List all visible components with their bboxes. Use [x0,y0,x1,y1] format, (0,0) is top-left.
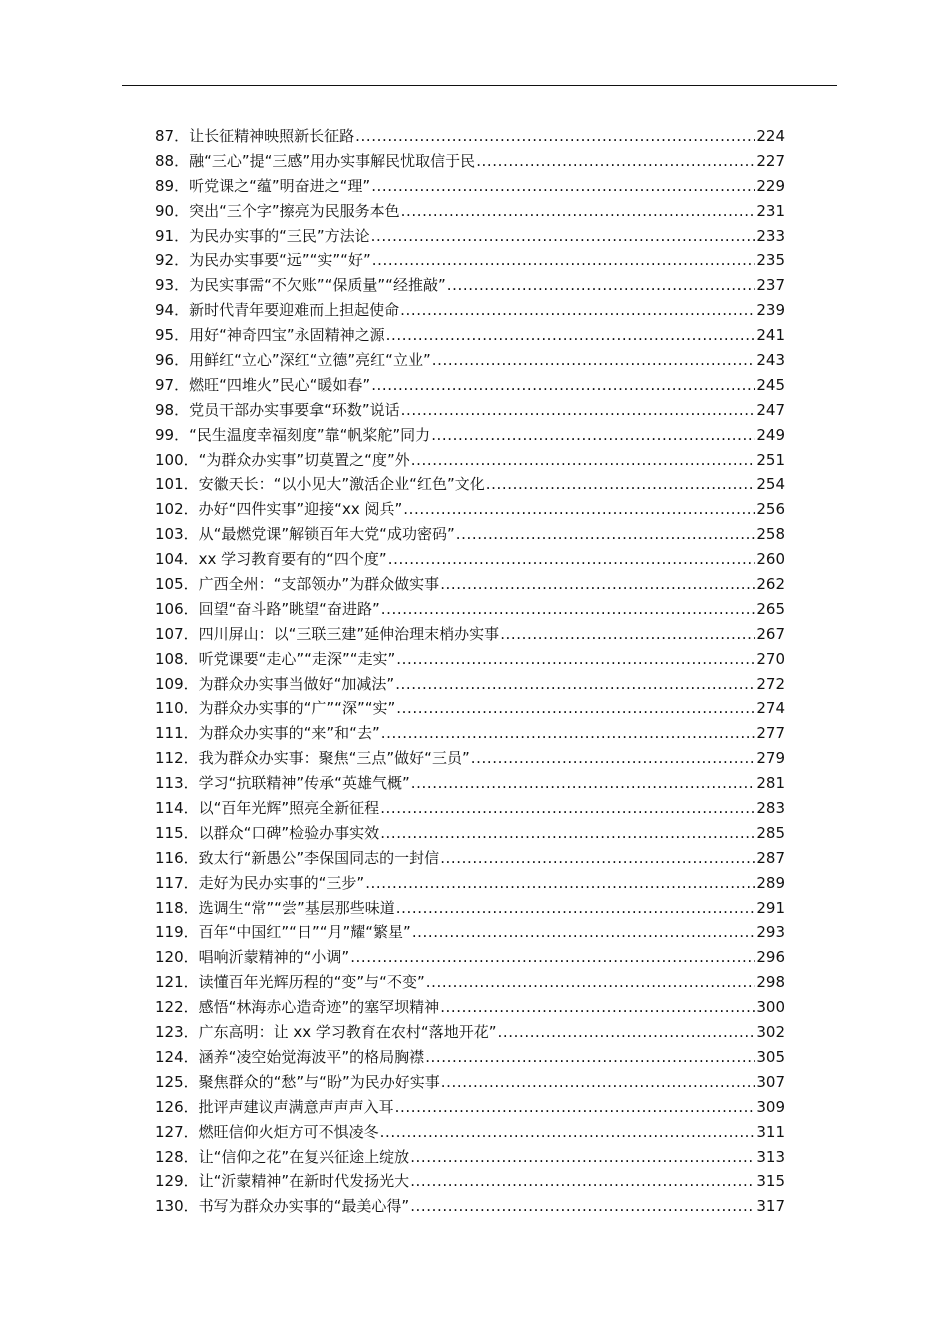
dot-leader [380,1120,756,1145]
toc-entry[interactable] [155,896,785,921]
toc-entry[interactable] [155,1045,785,1070]
toc-entry-number: 88． [155,151,190,170]
toc-entry-page-number: 254 [756,475,785,494]
toc-entry-page-number: 224 [756,126,785,145]
toc-entry-page-number: 258 [756,525,785,544]
toc-entry-page-number: 305 [756,1047,785,1066]
toc-entry-number: 108． [155,649,199,668]
toc-entry-title: 用鲜红“立心”深红“立德”亮红“立业” [189,351,431,369]
toc-entry-page-number: 233 [756,226,785,245]
toc-entry-number: 111． [155,724,199,743]
toc-entry-title: 突出“三个字”擦亮为民服务本色 [189,201,400,220]
dot-leader [440,846,755,871]
dot-leader [396,647,755,672]
toc-entry-number: 114． [155,799,199,818]
toc-entry[interactable] [155,696,785,721]
toc-entry-number: 87． [155,126,190,145]
toc-entry-page-number: 243 [756,351,785,369]
toc-entry-page-number: 317 [756,1197,785,1216]
toc-entry-title: 听党课之“蕴”明奋进之“理” [189,176,371,195]
toc-entry-number: 99． [155,425,190,444]
toc-entry-number: 129． [155,1172,199,1191]
toc-entry[interactable] [155,547,785,572]
toc-entry-number: 109． [155,674,199,693]
toc-entry-title: 为群众办实事的“来”和“去” [198,724,380,743]
toc-entry-page-number: 251 [756,450,785,469]
toc-entry-title: 学习“抗联精神”传承“英雄气概” [198,774,410,793]
toc-entry[interactable] [155,248,785,273]
toc-entry[interactable] [155,522,785,547]
toc-entry-title: 新时代青年要迎难而上担起使命 [189,301,400,320]
toc-entry[interactable] [155,647,785,672]
toc-entry-title: 聚焦群众的“愁”与“盼”为民办好实事 [198,1072,440,1091]
dot-leader [381,597,756,622]
toc-entry-number: 103． [155,525,199,544]
toc-entry-number: 94． [155,301,190,320]
toc-entry-number: 89． [155,176,190,195]
toc-entry-title: 办好“四件实事”迎接“xx 阅兵” [198,500,403,519]
dot-leader [440,995,755,1020]
toc-entry[interactable] [155,970,785,995]
dot-leader [401,199,756,224]
toc-entry-title: 以“百年光辉”照亮全新征程 [198,799,380,818]
dot-leader [380,796,755,821]
toc-entry-title: 以群众“口碑”检验办事实效 [198,823,380,842]
dot-leader [396,696,755,721]
toc-entry[interactable] [155,771,785,796]
toc-entry-title: 让“沂蒙精神”在新时代发扬光大 [198,1172,410,1191]
dot-leader [476,149,755,174]
toc-entry[interactable] [155,945,785,970]
toc-entry-page-number: 307 [756,1072,785,1091]
dot-leader [371,174,755,199]
toc-entry[interactable] [155,796,785,821]
toc-entry-title: 听党课要“走心”“走深”“走实” [198,649,396,668]
toc-entry-title: 唱响沂蒙精神的“小调” [198,948,350,967]
toc-entry-title: 批评声建议声满意声声声入耳 [198,1097,394,1116]
toc-entry[interactable] [155,721,785,746]
dot-leader [380,821,755,846]
toc-entry-number: 125． [155,1072,199,1091]
toc-entry-number: 130． [155,1197,199,1216]
toc-entry-number: 96． [155,351,190,369]
toc-entry-number: 91． [155,226,190,245]
toc-entry-title: “为群众办实事”切莫置之“度”外 [198,450,410,469]
dot-leader [500,622,755,647]
toc-entry-page-number: 245 [756,375,785,394]
toc-entry[interactable] [155,149,785,174]
toc-entry-page-number: 293 [756,923,785,942]
toc-entry-number: 119． [155,923,199,942]
toc-entry[interactable] [155,672,785,697]
dot-leader [355,124,755,149]
toc-entry-title: 书写为群众办实事的“最美心得” [198,1197,410,1216]
toc-entry-title: 为民办实事的“三民”方法论 [189,226,370,245]
toc-entry-title: 四川屏山：以“三联三建”延伸治理末梢办实事 [198,624,500,643]
toc-entry[interactable] [155,224,785,249]
toc-entry-page-number: 289 [756,873,785,892]
toc-entry-number: 102． [155,500,199,519]
dot-leader [432,348,756,373]
toc-entry-page-number: 241 [756,326,785,345]
toc-entry-page-number: 277 [756,724,785,743]
dot-leader [411,771,756,796]
toc-entry[interactable] [155,273,785,298]
toc-entry[interactable] [155,174,785,199]
toc-entry-page-number: 256 [756,500,785,519]
toc-entry-number: 104． [155,550,199,569]
toc-entry-number: 122． [155,998,199,1017]
toc-entry-title: 从“最燃党课”解锁百年大党“成功密码” [198,525,455,544]
toc-entry-number: 121． [155,973,199,992]
dot-leader [401,398,756,423]
toc-entry[interactable] [155,1145,785,1170]
dot-leader [411,448,756,473]
toc-entry-page-number: 315 [756,1172,785,1191]
dot-leader [371,373,755,398]
toc-entry-title: 涵养“凌空始觉海波平”的格局胸襟 [198,1047,425,1066]
toc-entry-title: 融“三心”提“三感”用办实事解民忧取信于民 [189,151,476,170]
toc-entry-page-number: 281 [756,774,785,793]
dot-leader [497,1020,755,1045]
dot-leader [456,522,756,547]
toc-entry[interactable] [155,398,785,423]
dot-leader [440,572,755,597]
toc-entry-number: 90． [155,201,190,220]
dot-leader [388,547,756,572]
toc-entry[interactable] [155,323,785,348]
toc-entry-number: 100． [155,450,199,469]
toc-entry-page-number: 298 [756,973,785,992]
toc-entry[interactable] [155,423,785,448]
toc-entry-number: 112． [155,749,199,768]
toc-entry-title: 燃旺“四堆火”民心“暖如春” [189,375,371,394]
toc-entry-title: 燃旺信仰火炬方可不惧凌冬 [198,1122,379,1141]
toc-entry-title: 为民办实事要“远”“实”“好” [189,251,371,270]
dot-leader [400,298,755,323]
dot-leader [410,1145,755,1170]
toc-entry-number: 98． [155,400,190,419]
toc-entry-number: 110． [155,699,199,718]
dot-leader [403,497,755,522]
toc-entry-page-number: 279 [756,749,785,768]
toc-entry-page-number: 274 [756,699,785,718]
dot-leader [396,896,756,921]
toc-entry-number: 124． [155,1047,199,1066]
toc-entry-number: 118． [155,898,199,917]
dot-leader [386,323,756,348]
toc-entry[interactable] [155,821,785,846]
toc-entry-page-number: 296 [756,948,785,967]
toc-entry[interactable] [155,995,785,1020]
toc-entry-title: 读懂百年光辉历程的“变”与“不变” [198,973,425,992]
toc-entry-number: 107． [155,624,199,643]
toc-entry-page-number: 287 [756,848,785,867]
toc-entry-page-number: 231 [756,201,785,220]
toc-entry-page-number: 267 [756,624,785,643]
dot-leader [471,746,756,771]
toc-entry-number: 117． [155,873,199,892]
dot-leader [372,248,756,273]
toc-entry-page-number: 272 [756,674,785,693]
toc-entry-page-number: 300 [756,998,785,1017]
toc-entry-number: 92． [155,251,190,270]
dot-leader [425,1045,755,1070]
dot-leader [447,273,756,298]
toc-entry-number: 105． [155,575,199,594]
toc-entry[interactable] [155,597,785,622]
toc-entry-number: 93． [155,276,190,295]
toc-entry[interactable] [155,746,785,771]
toc-entry[interactable] [155,846,785,871]
dot-leader [410,1169,755,1194]
toc-entry-page-number: 239 [756,301,785,320]
toc-entry-page-number: 270 [756,649,785,668]
toc-entry-number: 123． [155,1023,199,1042]
toc-entry[interactable] [155,472,785,497]
toc-entry-title: 百年“中国红”“日”“月”耀“繁星” [198,923,411,942]
toc-entry[interactable] [155,1120,785,1145]
dot-leader [431,423,755,448]
toc-entry-title: 走好为民办实事的“三步” [198,873,365,892]
toc-entry[interactable] [155,298,785,323]
toc-entry-page-number: 302 [756,1023,785,1042]
toc-entry-number: 115． [155,823,199,842]
toc-entry-title: 选调生“常”“尝”基层那些味道 [198,898,395,917]
toc-entry-number: 101． [155,475,199,494]
toc-entry-page-number: 265 [756,599,785,618]
toc-entry[interactable] [155,1095,785,1120]
toc-entry-title: 用好“神奇四宝”永固精神之源 [189,326,385,345]
dot-leader [441,1070,756,1095]
toc-entry-number: 113． [155,774,199,793]
toc-entry-page-number: 249 [756,425,785,444]
toc-entry-page-number: 313 [756,1147,785,1166]
toc-entry-number: 97． [155,375,190,394]
toc-entry[interactable] [155,622,785,647]
toc-entry[interactable] [155,348,785,373]
dot-leader [350,945,755,970]
toc-entry-number: 128． [155,1147,199,1166]
toc-entry-title: 回望“奋斗路”眺望“奋进路” [198,599,380,618]
toc-entry-page-number: 262 [756,575,785,594]
toc-entry-number: 95． [155,326,190,345]
toc-entry[interactable] [155,497,785,522]
toc-entry[interactable] [155,1169,785,1194]
toc-entry-title: “民生温度幸福刻度”靠“帆桨舵”同力 [189,425,431,444]
toc-entry-page-number: 260 [756,550,785,569]
header-rule [122,85,837,86]
toc-entry[interactable] [155,124,785,149]
toc-entry-title: 我为群众办实事：聚焦“三点”做好“三员” [198,749,470,768]
toc-entry-title: 感悟“林海赤心造奇迹”的塞罕坝精神 [198,998,440,1017]
toc-entry-page-number: 237 [756,276,785,295]
toc-entry-title: 安徽天长：“以小见大”激活企业“红色”文化 [198,475,485,494]
toc-entry-title: 让长征精神映照新长征路 [189,126,355,145]
toc-entry[interactable] [155,921,785,946]
dot-leader [365,871,755,896]
toc-entry-number: 106． [155,599,199,618]
toc-entry-title: 致太行“新愚公”李保国同志的一封信 [198,848,440,867]
toc-entry-title: 广西全州：“支部领办”为群众做实事 [198,575,440,594]
dot-leader [395,1095,756,1120]
dot-leader [412,921,756,946]
toc-entry[interactable] [155,572,785,597]
toc-entry-title: 广东高明：让 xx 学习教育在农村“落地开花” [198,1023,497,1042]
table-of-contents [155,124,785,1219]
toc-entry-page-number: 309 [756,1097,785,1116]
dot-leader [395,672,755,697]
toc-entry-title: 为群众办实事当做好“加减法” [198,674,395,693]
toc-entry-number: 127． [155,1122,199,1141]
toc-entry-title: 让“信仰之花”在复兴征途上绽放 [198,1147,410,1166]
toc-entry-page-number: 235 [756,251,785,270]
toc-entry-page-number: 291 [756,898,785,917]
dot-leader [486,472,756,497]
toc-entry[interactable] [155,1020,785,1045]
dot-leader [381,721,756,746]
toc-entry[interactable] [155,1194,785,1219]
toc-entry-title: xx 学习教育要有的“四个度” [198,550,387,569]
toc-entry-title: 党员干部办实事要拿“环数”说话 [189,400,400,419]
dot-leader [371,224,756,249]
dot-leader [410,1194,755,1219]
toc-entry[interactable] [155,871,785,896]
dot-leader [426,970,756,995]
toc-entry-page-number: 247 [756,400,785,419]
toc-entry-page-number: 311 [756,1122,785,1141]
toc-entry-number: 126． [155,1097,199,1116]
toc-entry-title: 为民实事需“不欠账”“保质量”“经推敲” [189,276,446,295]
toc-entry-title: 为群众办实事的“广”“深”“实” [198,699,396,718]
toc-entry-page-number: 283 [756,799,785,818]
toc-entry[interactable] [155,373,785,398]
toc-entry[interactable] [155,199,785,224]
toc-entry-number: 116． [155,848,199,867]
toc-entry[interactable] [155,1070,785,1095]
toc-entry[interactable] [155,448,785,473]
toc-entry-page-number: 285 [756,823,785,842]
toc-entry-number: 120． [155,948,199,967]
toc-entry-page-number: 227 [756,151,785,170]
toc-entry-page-number: 229 [756,176,785,195]
